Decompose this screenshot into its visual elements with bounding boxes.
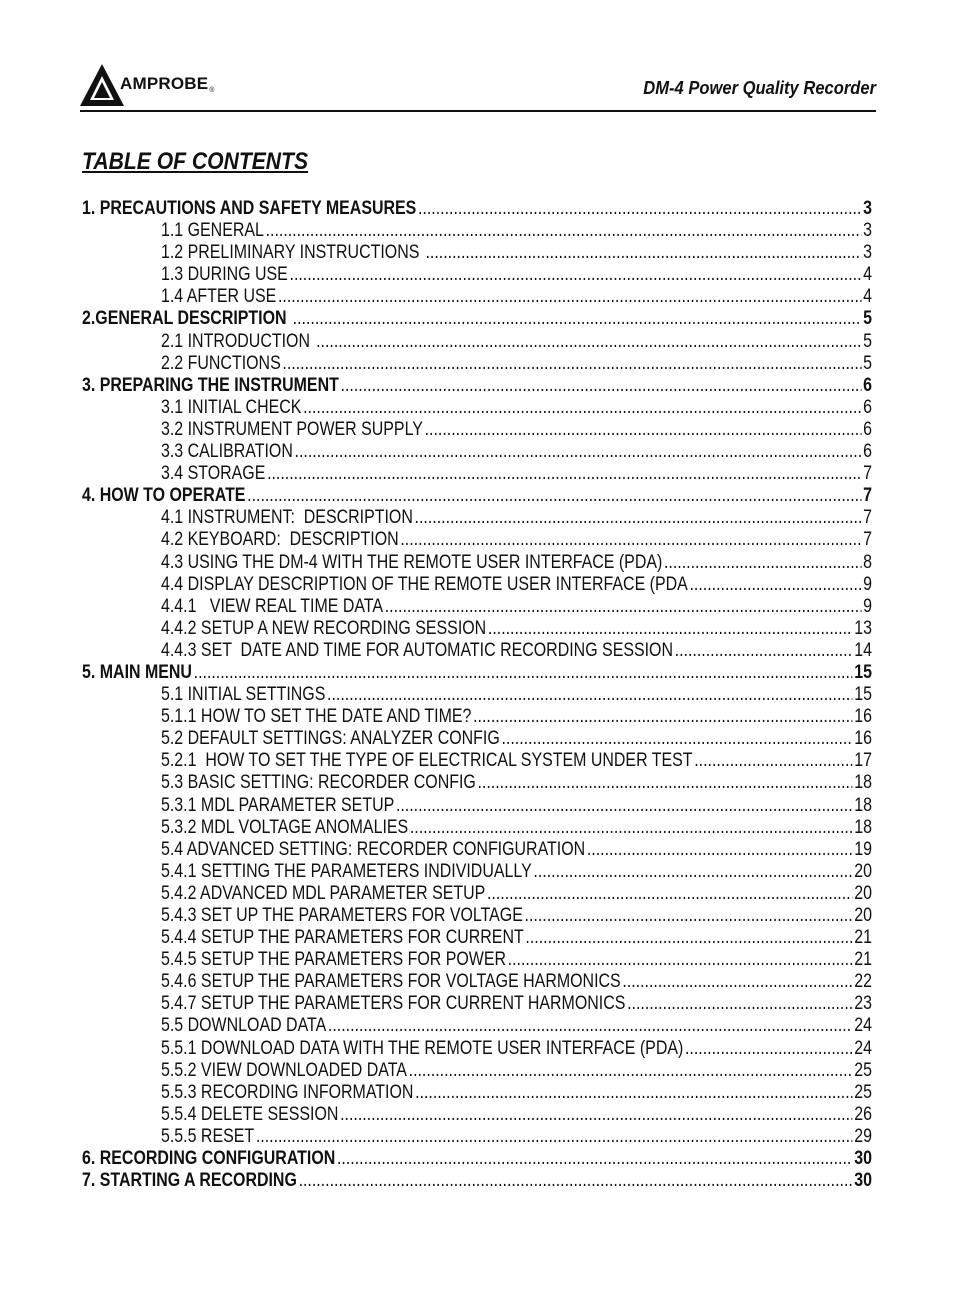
toc-page-number: 18 xyxy=(854,772,872,794)
dot-leader xyxy=(425,242,861,264)
toc-subsection-entry xyxy=(82,618,872,640)
toc-entry-label: 3.1 INITIAL CHECK xyxy=(161,396,302,418)
dot-leader xyxy=(425,419,862,441)
brand-name: AMPROBE xyxy=(120,74,209,93)
toc-subsection-entry xyxy=(82,1038,872,1060)
dot-leader xyxy=(477,772,852,794)
toc-entry-label: 4.2 KEYBOARD: DESCRIPTION xyxy=(161,529,399,551)
toc-page-number: 13 xyxy=(854,617,872,639)
document-title: DM-4 Power Quality Recorder xyxy=(643,78,876,98)
dot-leader xyxy=(299,1170,853,1192)
dot-leader xyxy=(256,1126,853,1148)
dot-leader xyxy=(316,331,861,353)
toc-page-number: 17 xyxy=(854,750,872,772)
toc-page-number: 3 xyxy=(863,242,872,264)
toc-subsection-entry xyxy=(82,684,872,706)
toc-section-entry xyxy=(82,1148,872,1170)
toc-page-number: 19 xyxy=(854,838,872,860)
toc-entry-label: 3.4 STORAGE xyxy=(161,463,266,485)
dot-leader xyxy=(400,529,861,551)
toc-subsection-entry xyxy=(82,264,872,286)
toc-entry-label: 5.3.1 MDL PARAMETER SETUP xyxy=(161,794,395,816)
toc-page-number: 20 xyxy=(854,882,872,904)
toc-entry-label: 2.2 FUNCTIONS xyxy=(161,352,281,374)
dot-leader xyxy=(295,441,862,463)
toc-page-number: 8 xyxy=(863,551,872,573)
toc-page-number: 7 xyxy=(863,463,872,485)
toc-entry-label: 5.5.3 RECORDING INFORMATION xyxy=(161,1081,414,1103)
toc-entry-label: 4.4.3 SET DATE AND TIME FOR AUTOMATIC RECORDING SESSION xyxy=(161,639,674,661)
toc-page-number: 20 xyxy=(854,860,872,882)
toc-entry-label: 5.4.3 SET UP THE PARAMETERS FOR VOLTAGE xyxy=(161,905,523,926)
toc-subsection-entry xyxy=(82,552,872,574)
toc-entry-label: 5.1 INITIAL SETTINGS xyxy=(161,684,326,706)
dot-leader xyxy=(525,927,852,949)
toc-entry-label: 5.3.2 MDL VOLTAGE ANOMALIES xyxy=(161,816,409,838)
dot-leader xyxy=(488,618,853,640)
toc-entry-label: 3.3 CALIBRATION xyxy=(161,441,293,463)
toc-entry-label: 7. STARTING A RECORDING xyxy=(82,1170,297,1192)
toc-page-number: 29 xyxy=(854,1125,872,1147)
toc-page-number: 25 xyxy=(854,1081,872,1103)
toc-subsection-entry xyxy=(82,463,872,485)
dot-leader xyxy=(328,1015,853,1037)
toc-page-number: 30 xyxy=(854,1170,872,1192)
toc-page-number: 6 xyxy=(863,396,872,418)
toc-section-entry xyxy=(82,308,872,330)
toc-subsection-entry xyxy=(82,1015,872,1037)
toc-section-entry xyxy=(82,662,872,684)
toc-subsection-entry xyxy=(82,817,872,839)
toc-page-number: 30 xyxy=(854,1148,872,1170)
toc-entry-label: 5.2 DEFAULT SETTINGS: ANALYZER CONFIG xyxy=(161,728,500,750)
toc-page-number: 16 xyxy=(854,728,872,750)
toc-subsection-entry xyxy=(82,286,872,308)
toc-entry-label: 1.3 DURING USE xyxy=(161,264,288,286)
toc-subsection-entry xyxy=(82,971,872,993)
dot-leader xyxy=(266,220,862,242)
toc-entry-label: 4.4 DISPLAY DESCRIPTION OF THE REMOTE USER INTERFACE (PDA xyxy=(161,573,688,595)
dot-leader xyxy=(487,883,853,905)
toc-subsection-entry xyxy=(82,220,872,242)
toc-page-number: 24 xyxy=(854,1037,872,1059)
toc-entry-label: 1.1 GENERAL xyxy=(161,220,264,242)
toc-page-number: 18 xyxy=(854,816,872,838)
toc-page-number: 16 xyxy=(854,706,872,728)
toc-page-number: 7 xyxy=(863,485,872,507)
dot-leader xyxy=(525,905,853,927)
toc-page-number: 9 xyxy=(863,595,872,617)
toc-page-number: 20 xyxy=(854,905,872,926)
brand-logo xyxy=(80,62,214,108)
dot-leader xyxy=(340,1104,852,1126)
toc-subsection-entry xyxy=(82,507,872,529)
toc-entry-label: 5.5.5 RESET xyxy=(161,1125,255,1147)
toc-entry-label: 5.5.4 DELETE SESSION xyxy=(161,1103,339,1125)
toc-entry-label: 5.3 BASIC SETTING: RECORDER CONFIG xyxy=(161,772,476,794)
toc-page-number: 18 xyxy=(854,794,872,816)
dot-leader xyxy=(685,1038,853,1060)
toc-entry-label: 6. RECORDING CONFIGURATION xyxy=(82,1148,336,1170)
toc-page-number: 6 xyxy=(863,441,872,463)
dot-leader xyxy=(337,1148,853,1170)
dot-leader xyxy=(418,198,861,220)
dot-leader xyxy=(194,662,853,684)
toc-subsection-entry xyxy=(82,331,872,353)
toc-page-number: 3 xyxy=(863,198,872,219)
toc-page-number: 5 xyxy=(863,330,872,352)
toc-entry-label: 4.4.1 VIEW REAL TIME DATA xyxy=(161,595,384,617)
toc-entry-label: 4. HOW TO OPERATE xyxy=(82,485,246,507)
page-header xyxy=(80,60,876,112)
toc-subsection-entry xyxy=(82,706,872,728)
toc-subsection-entry xyxy=(82,441,872,463)
registered-mark: ® xyxy=(209,87,215,94)
toc-entry-label: 3. PREPARING THE INSTRUMENT xyxy=(82,374,339,396)
dot-leader xyxy=(675,640,853,662)
toc-page-number: 21 xyxy=(854,927,872,949)
toc-page-number: 24 xyxy=(854,1015,872,1037)
toc-entry-label: 2.GENERAL DESCRIPTION xyxy=(82,308,292,330)
dot-leader xyxy=(473,706,852,728)
dot-leader xyxy=(622,971,852,993)
toc-subsection-entry xyxy=(82,574,872,596)
toc-entry-label: 5.4.5 SETUP THE PARAMETERS FOR POWER xyxy=(161,949,506,971)
toc-page-number: 5 xyxy=(863,308,872,330)
toc-entry-label: 1.4 AFTER USE xyxy=(161,286,277,308)
toc-section-entry xyxy=(82,1170,872,1192)
toc-entry-label: 5.4 ADVANCED SETTING: RECORDER CONFIGURATION xyxy=(161,838,586,860)
dot-leader xyxy=(278,286,861,308)
dot-leader xyxy=(267,463,861,485)
toc-entry-label: 5.5 DOWNLOAD DATA xyxy=(161,1015,327,1037)
toc-entry-label: 5.4.1 SETTING THE PARAMETERS INDIVIDUALLY xyxy=(161,860,532,882)
toc-page-number: 21 xyxy=(854,949,872,971)
toc-entry-label: 5.4.4 SETUP THE PARAMETERS FOR CURRENT xyxy=(161,927,524,949)
toc-entry-label: 2.1 INTRODUCTION xyxy=(161,330,315,352)
toc-subsection-entry xyxy=(82,1126,872,1148)
toc-page-number: 23 xyxy=(854,993,872,1015)
dot-leader xyxy=(415,507,862,529)
dot-leader xyxy=(282,353,861,375)
toc-subsection-entry xyxy=(82,927,872,949)
toc-subsection-entry xyxy=(82,905,872,927)
table-of-contents xyxy=(82,198,872,1192)
toc-subsection-entry xyxy=(82,529,872,551)
toc-entry-label: 1. PRECAUTIONS AND SAFETY MEASURES xyxy=(82,198,417,219)
toc-heading: TABLE OF CONTENTS xyxy=(82,148,309,175)
dot-leader xyxy=(290,264,862,286)
toc-page-number: 26 xyxy=(854,1103,872,1125)
toc-entry-label: 5.5.1 DOWNLOAD DATA WITH THE REMOTE USER INTERFACE (PDA) xyxy=(161,1037,684,1059)
toc-section-entry xyxy=(82,198,872,220)
dot-leader xyxy=(341,375,862,397)
toc-subsection-entry xyxy=(82,242,872,264)
toc-subsection-entry xyxy=(82,772,872,794)
toc-entry-label: 4.3 USING THE DM-4 WITH THE REMOTE USER INTERFACE (PDA) xyxy=(161,551,663,573)
toc-page-number: 4 xyxy=(863,264,872,286)
dot-leader xyxy=(293,308,862,330)
dot-leader xyxy=(689,574,861,596)
toc-page-number: 3 xyxy=(863,220,872,242)
toc-page-number: 4 xyxy=(863,286,872,308)
dot-leader xyxy=(409,1060,853,1082)
toc-subsection-entry xyxy=(82,993,872,1015)
dot-leader xyxy=(410,817,853,839)
toc-page-number: 15 xyxy=(854,684,872,706)
dot-leader xyxy=(396,795,853,817)
dot-leader xyxy=(327,684,853,706)
dot-leader xyxy=(664,552,861,574)
toc-section-entry xyxy=(82,375,872,397)
dot-leader xyxy=(501,728,852,750)
dot-leader xyxy=(508,949,853,971)
dot-leader xyxy=(303,397,861,419)
toc-page-number: 6 xyxy=(863,418,872,440)
toc-subsection-entry xyxy=(82,1060,872,1082)
toc-entry-label: 5.1.1 HOW TO SET THE DATE AND TIME? xyxy=(161,706,472,728)
toc-subsection-entry xyxy=(82,353,872,375)
toc-entry-label: 3.2 INSTRUMENT POWER SUPPLY xyxy=(161,418,423,440)
toc-entry-label: 5.4.7 SETUP THE PARAMETERS FOR CURRENT HARMONICS xyxy=(161,993,626,1015)
toc-entry-label: 5.4.6 SETUP THE PARAMETERS FOR VOLTAGE HARMONICS xyxy=(161,971,621,993)
toc-subsection-entry xyxy=(82,883,872,905)
dot-leader xyxy=(533,861,852,883)
dot-leader xyxy=(627,993,852,1015)
dot-leader xyxy=(587,839,853,861)
toc-page-number: 15 xyxy=(854,661,872,683)
toc-entry-label: 4.4.2 SETUP A NEW RECORDING SESSION xyxy=(161,617,487,639)
toc-entry-label: 5.5.2 VIEW DOWNLOADED DATA xyxy=(161,1059,407,1081)
toc-entry-label: 4.1 INSTRUMENT: DESCRIPTION xyxy=(161,507,413,529)
toc-subsection-entry xyxy=(82,861,872,883)
dot-leader xyxy=(694,750,852,772)
toc-page-number: 22 xyxy=(854,971,872,993)
toc-page-number: 7 xyxy=(863,529,872,551)
dot-leader xyxy=(385,596,862,618)
toc-entry-label: 5.4.2 ADVANCED MDL PARAMETER SETUP xyxy=(161,882,486,904)
toc-page-number: 14 xyxy=(854,639,872,661)
toc-section-entry xyxy=(82,485,872,507)
toc-subsection-entry xyxy=(82,640,872,662)
dot-leader xyxy=(415,1082,852,1104)
dot-leader xyxy=(247,485,861,507)
toc-subsection-entry xyxy=(82,839,872,861)
toc-entry-label: 5. MAIN MENU xyxy=(82,661,192,683)
toc-page-number: 5 xyxy=(863,352,872,374)
toc-page-number: 6 xyxy=(863,374,872,396)
toc-subsection-entry xyxy=(82,397,872,419)
toc-subsection-entry xyxy=(82,1104,872,1126)
toc-page-number: 25 xyxy=(854,1059,872,1081)
toc-subsection-entry xyxy=(82,596,872,618)
toc-subsection-entry xyxy=(82,728,872,750)
toc-subsection-entry xyxy=(82,949,872,971)
toc-entry-label: 1.2 PRELIMINARY INSTRUCTIONS xyxy=(161,242,424,264)
toc-subsection-entry xyxy=(82,419,872,441)
toc-subsection-entry xyxy=(82,795,872,817)
toc-page-number: 7 xyxy=(863,507,872,529)
toc-entry-label: 5.2.1 HOW TO SET THE TYPE OF ELECTRICAL SYSTEM UNDER TEST xyxy=(161,750,693,772)
toc-subsection-entry xyxy=(82,750,872,772)
toc-subsection-entry xyxy=(82,1082,872,1104)
toc-page-number: 9 xyxy=(863,573,872,595)
